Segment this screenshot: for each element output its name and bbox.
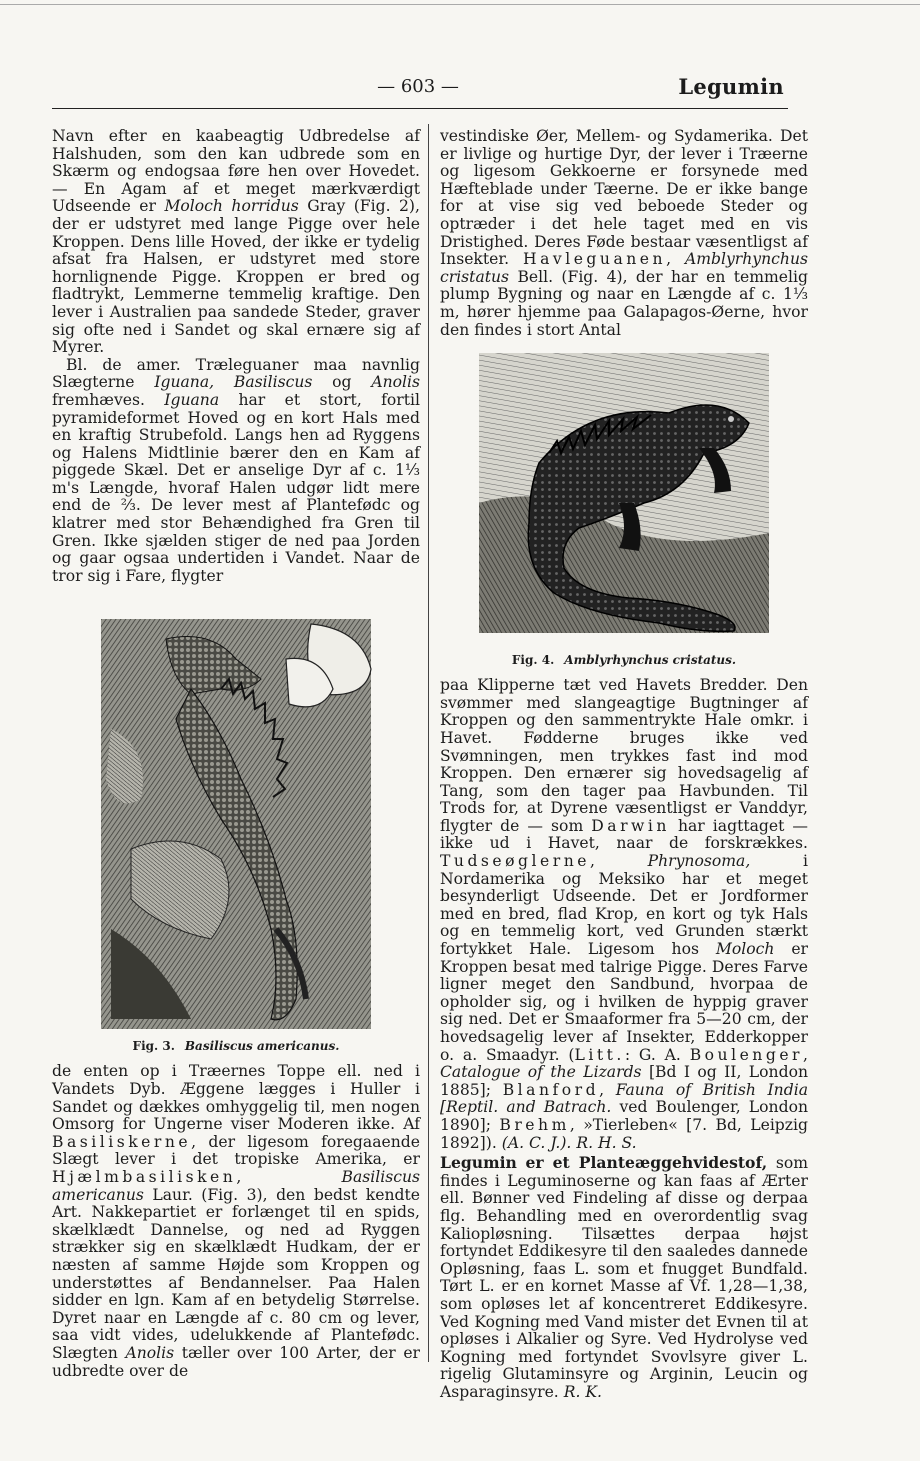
right-column (440, 127, 809, 1401)
entry-legumin: Legumin er et Planteæggehvidestof, som findes i Leguminoserne og kan faas af Ærter ell. Bønner ved Findeling af disse og derpaa flg. Behandling med en overordentlig svag Kaliopløsning. Tilsættes derpaa højst fortyndet Eddikesyre til den saaledes dannede Opløsning, faas L. som et fnugget Bundfald. Tørt L. er en kornet Masse af Vf. 1,28—1,38, som opløses let af koncentreret Eddikesyre. Ved Kogning med Vand mister det Evnen til at opløses i Alkalier og Syre. Ved Hydrolyse ved Kogning med fortyndet Svovlsyre giver L. rigelig Glutaminsyre og Arginin, Leucin og Asparaginsyre. R. K. (440, 1153, 808, 1401)
figure-4 (440, 353, 808, 667)
amblyrhynchus-illustration (469, 353, 779, 643)
page-header (52, 74, 784, 104)
figure-4-caption: Fig. 4. Amblyrhynchus cristatus. (511, 653, 737, 668)
page-number: — 603 — (377, 76, 459, 97)
column-divider (428, 124, 429, 1362)
paragraph-marine-iguana: paa Klipperne tæt ved Havets Bredder. Den svømmer med slangeagtige Bugtninger af Kroppen og den sammentrykte Hale omkr. i Havet. Fødderne bruges ikke ved Svømningen, men trykkes fast ind mod Kroppen. Den ernærer sig hovedsagelig af Tang, som den tager paa Havbunden. Til Trods for, at Dyrene væsentligst er Vanddyr, flygter de — som Darwin har iagttaget — ikke ud i Havet, naar de forskrækkes. Tudseøglerne, Phrynosoma, i Nordamerika og Meksiko har et meget besynderligt Udseende. Det er Jordformer med en bred, flad Krop, en kort og tyk Hals og en temmelig kort, ved Grunden stærkt fortykket Hale. Ligesom hos Moloch er Kroppen besat med talrige Pigge. Deres Farve ligner meget den Sandbund, hvorpaa de opholder sig, og i hvilken de hyppig graver sig ned. Det er Smaaformer fra 5—20 cm, der hovedsagelig lever af Insekter, Edderkopper o. a. Smaadyr. (Litt.: G. A. Boulenger, Catalogue of the Lizards [Bd I og II, London 1885]; Blanford, Fauna of British India [Reptil. and Batrach. ved Boulenger, London 1890]; Brehm, »Tierleben« [7. Bd, Leipzig 1892]). (A. C. J.). R. H. S. (440, 676, 809, 1152)
basiliscus-illustration (71, 599, 401, 1029)
running-head: Legumin (678, 74, 784, 99)
figure-3-caption: Fig. 3. Basiliscus americanus. (132, 1039, 340, 1054)
signature-legumin: R. K. (563, 1382, 602, 1401)
paragraph-agamas: Navn efter en kaabeagtig Udbredelse af Halshuden, som den kan udbrede som en Skærm og endogsaa føre hen over Hovedet. — En Agam af et meget mærkværdigt Udseende er Moloch horridus Gray (Fig. 2), der er udstyret med lange Pigge over hele Kroppen. Dens lille Hoved, der ikke er tydelig afsat fra Halsen, er udstyret med store hornlignende Pigge. Kroppen er bred og fladtrykt, Lemmerne temmelig kraftige. Den lever i Australien paa sandede Steder, graver sig ofte ned i Sandet og skal ernære sig af Myrer. (52, 127, 420, 357)
header-rule (52, 108, 788, 109)
paragraph-anolis-cont: vestindiske Øer, Mellem- og Sydamerika. Det er livlige og hurtige Dyr, der lever i Træerne og ligesom Gekkoerne er forsynede med Hæfteblade under Tæerne. De er ikke bange for at vise sig ved beboede Steder og optræder i det hele taget med en vis Dristighed. Deres Føde bestaar væsentligst af Insekter. Havleguanen, Amblyrhynchus cristatus Bell. (Fig. 4), der har en temmelig plump Bygning og naar en Længde af c. 1⅓ m, hører hjemme paa Galapagos-Øerne, hvor den findes i stort Antal (440, 127, 808, 339)
paragraph-basilisks: de enten op i Træernes Toppe ell. ned i Vandets Dyb. Æggene lægges i Huller i Sandet og dækkes omhyggelig til, men nogen Omsorg for Ungerne viser Moderen ikke. Af Basiliskerne, der ligesom foregaaende Slægt lever i det tropiske Amerika, er Hjælmbasilisken, Basiliscus americanus Laur. (Fig. 3), den bedst kendte Art. Nakkepartiet er forlænget til en spids, skælklædt Dannelse, og ned ad Ryggen strækker sig en skælklædt Hudkam, der er næsten af samme Højde som Kroppen og understøttes af Bendannelser. Paa Halen sidder en lgn. Kam af en betydelig Størrelse. Dyret naar en Længde af c. 80 cm og lever, saa vidt vides, udelukkende af Plantefødc. Slægten Anolis tæller over 100 Arter, der er udbredte over de (52, 1062, 420, 1380)
left-column (52, 128, 420, 1384)
figure-3 (52, 599, 420, 1053)
paragraph-iguanas: Bl. de amer. Træleguaner maa navnlig Slægterne Iguana, Basiliscus og Anolis fremhæves. Iguana har et stort, fortil pyramideformet Hoved og en kort Hals med en kraftig Strubefold. Langs hen ad Ryggens og Halens Midtlinie bærer den en Kam af piggede Skæl. Det er anselige Dyr af c. 1⅓ m's Længde, hvoraf Halen udgør lidt mere end de ⅔. De lever mest af Plantefødc og klatrer med stor Behændighed fra Gren til Gren. Ikke sjælden stiger de ned paa Jorden og gaar ogsaa undertiden i Vandet. Naar de tror sig i Fare, flygter (52, 355, 420, 585)
top-edge-rule (0, 4, 920, 5)
signature-reptiles: (A. C. J.). R. H. S. (501, 1133, 637, 1152)
